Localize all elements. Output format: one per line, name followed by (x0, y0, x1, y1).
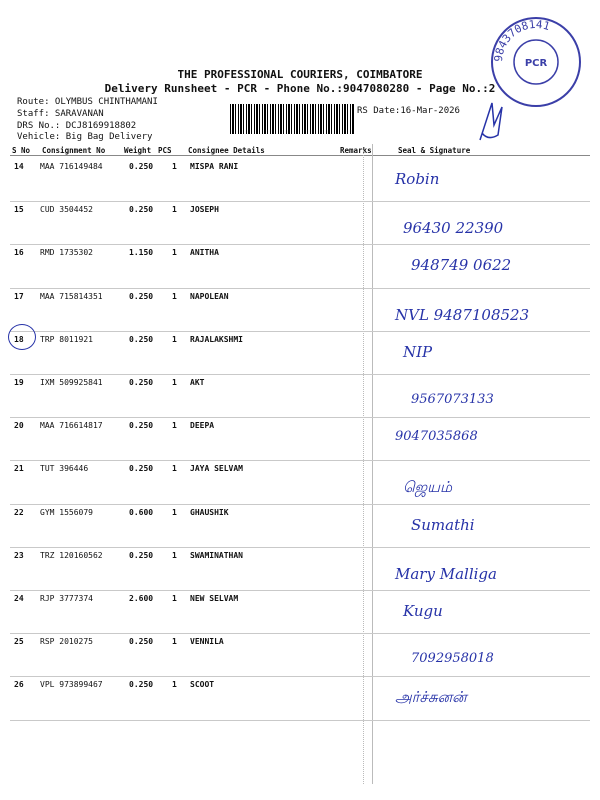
header-sno: S No (12, 146, 31, 155)
header-seal: Seal & Signature (398, 146, 471, 155)
cell-consignment: RMD 1735302 (40, 248, 93, 258)
table-row (0, 678, 600, 721)
table-row (0, 246, 600, 289)
handwritten-signature: NIP (403, 342, 433, 361)
handwritten-signature: Mary Malliga (395, 564, 497, 583)
stamp-number: 9843708141 (491, 17, 552, 63)
cell-sno: 22 (14, 507, 24, 517)
cell-weight: 1.150 (129, 248, 154, 258)
handwritten-signature: 9567073133 (411, 392, 494, 407)
cell-weight: 0.250 (129, 205, 154, 215)
cell-consignment: IXM 509925841 (40, 378, 103, 387)
cell-sno: 20 (14, 421, 24, 431)
cell-weight: 0.250 (129, 334, 154, 344)
table-row (0, 290, 600, 333)
cell-consignment: TUT 396446 (40, 464, 89, 474)
handwritten-signature: 7092958018 (411, 651, 494, 667)
row-18-circle-mark (8, 324, 36, 350)
row-divider (10, 547, 590, 548)
table-row (0, 506, 600, 549)
cell-pcs: 1 (172, 248, 177, 258)
cell-sno: 18 (14, 334, 24, 344)
rs-date: RS Date:16-Mar-2026 (357, 106, 460, 116)
cell-pcs: 1 (172, 637, 177, 647)
header-remarks: Remarks (340, 146, 372, 155)
cell-weight: 0.250 (129, 291, 154, 301)
cell-weight: 0.250 (129, 550, 154, 560)
header-weight: Weight (124, 146, 152, 155)
cell-sno: 21 (14, 464, 24, 474)
handwritten-signature: Kugu (403, 602, 443, 620)
cell-pcs: 1 (172, 550, 177, 560)
cell-weight: 0.250 (129, 464, 154, 474)
row-divider (10, 720, 590, 721)
cell-pcs: 1 (172, 464, 177, 474)
table-row (0, 376, 600, 419)
cell-consignment: MAA 716614817 (40, 421, 103, 431)
cell-consignee: AKT (190, 378, 205, 387)
table-row (0, 160, 600, 203)
cell-weight: 0.250 (129, 162, 154, 171)
cell-consignee: GHAUSHIK (190, 507, 229, 517)
cell-consignment: MAA 715814351 (40, 291, 103, 301)
cell-sno: 24 (14, 594, 24, 603)
row-divider (10, 633, 590, 634)
cell-sno: 23 (14, 550, 24, 560)
row-divider (10, 590, 590, 591)
cell-consignment: CUD 3504452 (40, 205, 93, 215)
cell-sno: 15 (14, 205, 24, 215)
cell-consignment: GYM 1556079 (40, 507, 93, 517)
cell-pcs: 1 (172, 291, 177, 301)
cell-pcs: 1 (172, 680, 177, 690)
handwritten-signature: Robin (395, 170, 440, 188)
cell-consignee: DEEPA (190, 421, 215, 431)
row-divider (10, 504, 590, 505)
table-row (0, 333, 600, 376)
cell-pcs: 1 (172, 162, 177, 171)
cell-sno: 16 (14, 248, 24, 258)
header-consignee: Consignee Details (188, 146, 265, 155)
table-row (0, 203, 600, 246)
header-consignment: Consignment No (42, 146, 106, 155)
cell-consignment: RSP 2010275 (40, 637, 93, 647)
cell-weight: 2.600 (129, 594, 154, 603)
staff-label: Staff: SARAVANAN (17, 109, 104, 119)
cell-consignee: MISPA RANI (190, 162, 239, 171)
cell-consignee: NAPOLEAN (190, 291, 229, 301)
handwritten-signature: 948749 0622 (411, 256, 512, 275)
table-row (0, 635, 600, 678)
cell-sno: 26 (14, 680, 24, 690)
cell-weight: 0.600 (129, 507, 154, 517)
row-divider (10, 676, 590, 677)
cell-consignee: ANITHA (190, 248, 219, 258)
cell-weight: 0.250 (129, 378, 154, 387)
cell-pcs: 1 (172, 205, 177, 215)
cell-pcs: 1 (172, 334, 177, 344)
header-divider (10, 155, 590, 156)
cell-consignee: SWAMINATHAN (190, 550, 243, 560)
handwritten-signature: 9047035868 (395, 429, 478, 445)
header-signature (470, 95, 510, 145)
cell-consignment: VPL 973899467 (40, 680, 103, 690)
handwritten-signature: NVL 9487108523 (395, 305, 530, 324)
row-divider (10, 417, 590, 418)
row-divider (10, 244, 590, 245)
cell-weight: 0.250 (129, 637, 154, 647)
runsheet-subtitle: Delivery Runsheet - PCR - Phone No.:9047080280 - Page No.:2 (104, 82, 496, 95)
cell-consignee: SCOOT (190, 680, 215, 690)
table-row (0, 419, 600, 462)
header-pcs: PCS (158, 146, 172, 155)
cell-consignee: RAJALAKSHMI (190, 334, 243, 344)
cell-pcs: 1 (172, 594, 177, 603)
handwritten-signature: Sumathi (411, 515, 475, 534)
cell-sno: 25 (14, 637, 24, 647)
handwritten-signature: 96430 22390 (403, 219, 504, 238)
row-divider (10, 288, 590, 289)
row-divider (10, 201, 590, 202)
cell-consignment: MAA 716149484 (40, 162, 103, 171)
cell-consignee: JAYA SELVAM (190, 464, 243, 474)
row-divider (10, 460, 590, 461)
vehicle-label: Vehicle: Big Bag Delivery (17, 132, 153, 142)
route-label: Route: OLYMBUS CHINTHAMANI (17, 97, 158, 107)
cell-weight: 0.250 (129, 421, 154, 431)
stamp-text: PCR (524, 58, 548, 69)
cell-consignment: RJP 3777374 (40, 594, 93, 603)
cell-pcs: 1 (172, 421, 177, 431)
cell-sno: 17 (14, 291, 24, 301)
cell-pcs: 1 (172, 378, 177, 387)
table-row (0, 462, 600, 505)
cell-consignee: NEW SELVAM (190, 594, 239, 603)
table-row (0, 549, 600, 592)
cell-pcs: 1 (172, 507, 177, 517)
barcode (230, 104, 355, 134)
drs-number: DRS No.: DCJ8169918802 (17, 121, 137, 131)
svg-text:9843708141 (492, 18, 552, 62)
cell-sno: 19 (14, 378, 24, 387)
cell-consignment: TRZ 120160562 (40, 550, 103, 560)
cell-weight: 0.250 (129, 680, 154, 690)
cell-consignee: JOSEPH (190, 205, 219, 215)
cell-consignee: VENNILA (190, 637, 224, 647)
row-divider (10, 374, 590, 375)
table-row (0, 592, 600, 635)
row-divider (10, 331, 590, 332)
handwritten-signature: ஜெயம் (403, 478, 453, 497)
cell-consignment: TRP 8011921 (40, 334, 93, 344)
handwritten-signature: அர்ச்சுனன் (395, 688, 467, 707)
company-title: THE PROFESSIONAL COURIERS, COIMBATORE (177, 68, 423, 81)
cell-sno: 14 (14, 162, 24, 171)
